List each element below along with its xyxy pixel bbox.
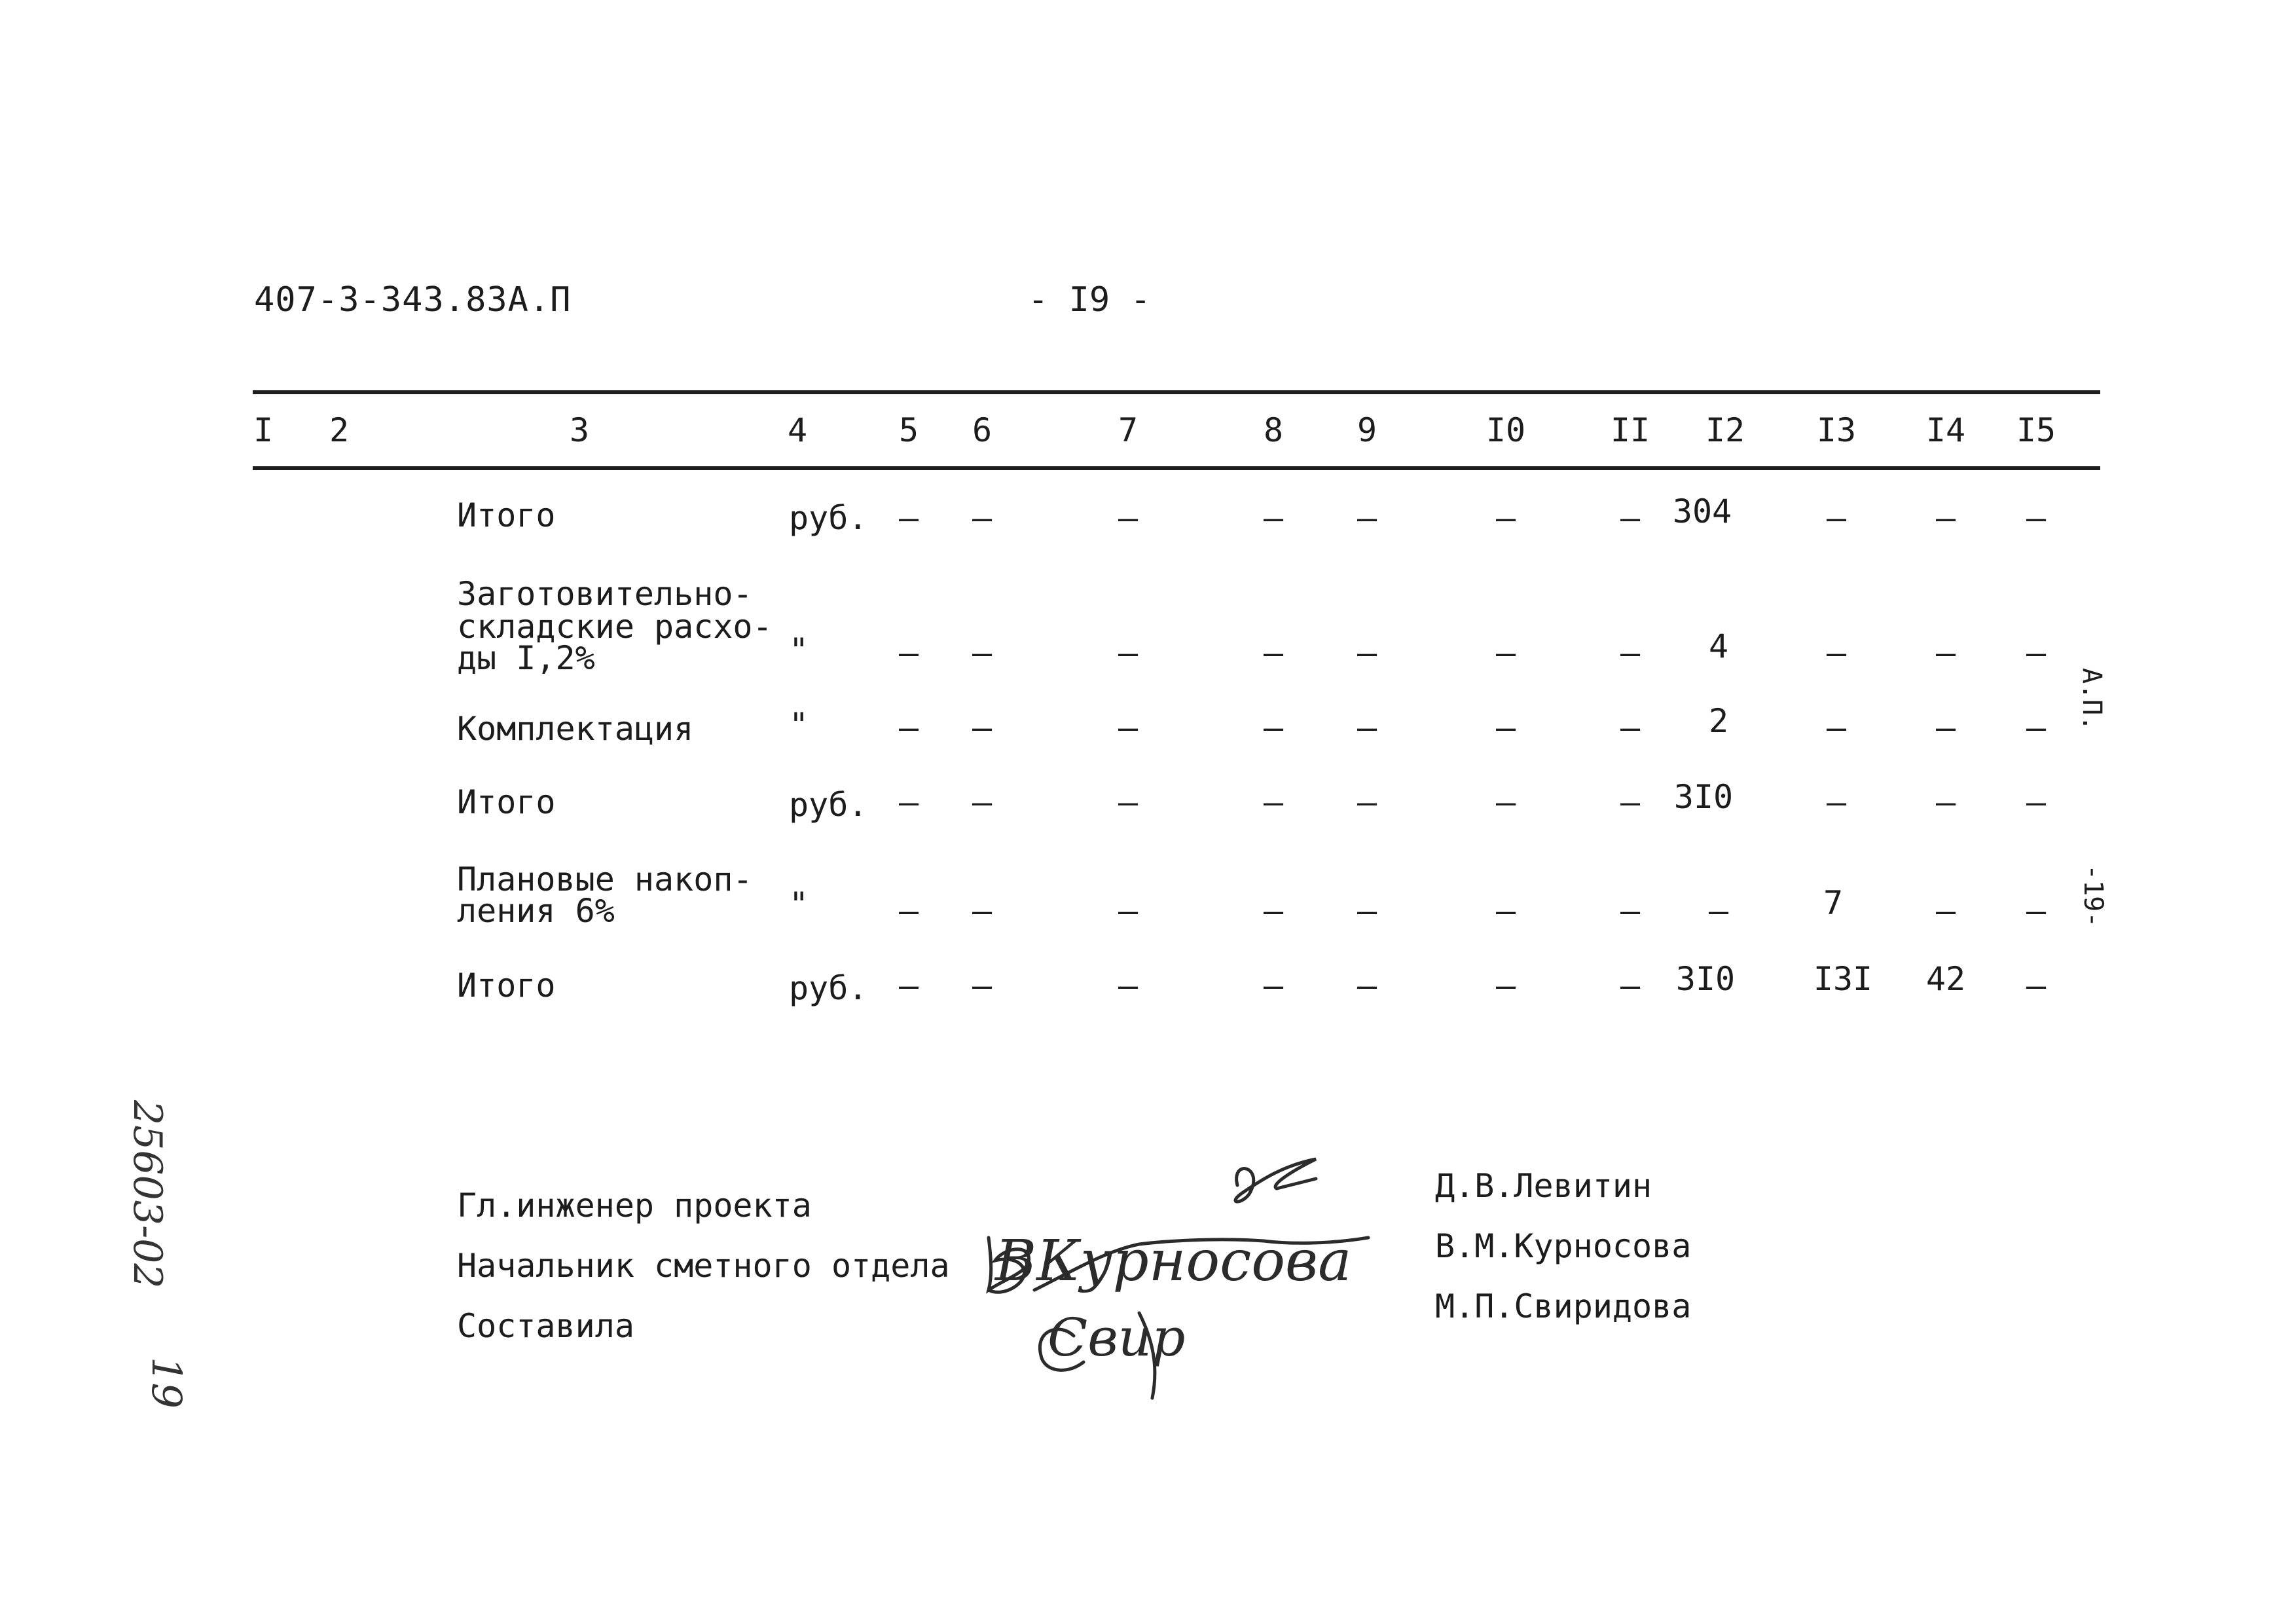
column-header-15: I5 bbox=[2016, 411, 2056, 449]
table-cell: – bbox=[972, 634, 993, 672]
row-unit: руб. bbox=[789, 499, 868, 537]
table-cell: – bbox=[2026, 634, 2047, 672]
column-header-6: 6 bbox=[972, 411, 993, 449]
table-cell: – bbox=[898, 634, 919, 672]
document-code: 407-3-343.83А.П bbox=[254, 280, 572, 320]
table-cell: – bbox=[1935, 709, 1956, 747]
handwritten-signatures-image bbox=[975, 1139, 1401, 1414]
table-cell: – bbox=[2026, 783, 2047, 821]
page-number: - I9 - bbox=[1028, 280, 1151, 320]
signature-role-compiled-by: Составила bbox=[457, 1307, 634, 1345]
table-cell: 304 bbox=[1672, 492, 1732, 530]
row-label: Итого bbox=[457, 783, 556, 821]
column-header-4: 4 bbox=[787, 411, 808, 449]
column-header-12: I2 bbox=[1705, 411, 1745, 449]
table-cell: – bbox=[1620, 892, 1641, 930]
column-header-11: II bbox=[1610, 411, 1650, 449]
table-header-rule bbox=[253, 466, 2100, 470]
table-cell: – bbox=[1357, 499, 1377, 537]
table-cell: 2 bbox=[1708, 702, 1729, 740]
row-label: Итого bbox=[457, 496, 556, 534]
row-label: Итого bbox=[457, 967, 556, 1005]
table-cell: – bbox=[1357, 634, 1377, 672]
column-header-2: 2 bbox=[329, 411, 350, 449]
row-label: ления 6% bbox=[457, 892, 615, 930]
handwritten-signature-kurnosova: ВКурносова bbox=[995, 1228, 1352, 1294]
table-cell: – bbox=[972, 967, 993, 1005]
margin-sheet-number: 19 bbox=[142, 1357, 191, 1409]
side-page-mark: -19- bbox=[2078, 864, 2108, 928]
table-cell: – bbox=[2026, 499, 2047, 537]
table-cell: – bbox=[1935, 634, 1956, 672]
table-cell: – bbox=[898, 783, 919, 821]
table-cell: – bbox=[1826, 783, 1847, 821]
table-cell: I3I bbox=[1813, 960, 1873, 998]
table-cell: – bbox=[1357, 709, 1377, 747]
table-cell: 3I0 bbox=[1673, 778, 1734, 816]
table-cell: – bbox=[1620, 967, 1641, 1005]
column-header-10: I0 bbox=[1485, 411, 1526, 449]
table-cell: – bbox=[898, 892, 919, 930]
table-cell: – bbox=[1826, 709, 1847, 747]
table-cell: – bbox=[1495, 709, 1516, 747]
table-cell: – bbox=[972, 709, 993, 747]
column-header-13: I3 bbox=[1816, 411, 1857, 449]
handwritten-signature-svir: Свир bbox=[1048, 1307, 1186, 1368]
table-cell: – bbox=[972, 892, 993, 930]
table-cell: – bbox=[1357, 967, 1377, 1005]
table-cell: – bbox=[1263, 783, 1284, 821]
table-cell: – bbox=[1620, 783, 1641, 821]
table-cell: – bbox=[1826, 634, 1847, 672]
table-cell: – bbox=[1357, 892, 1377, 930]
table-top-rule bbox=[253, 390, 2100, 394]
table-cell: – bbox=[1620, 499, 1641, 537]
side-section-mark: А.П. bbox=[2077, 668, 2107, 731]
row-unit: руб. bbox=[789, 969, 868, 1007]
column-header-1: I bbox=[253, 411, 274, 449]
row-label: Заготовительно- bbox=[457, 575, 753, 613]
table-cell: – bbox=[1495, 892, 1516, 930]
table-cell: – bbox=[1118, 634, 1139, 672]
signature-name-levitin: Д.В.Левитин bbox=[1435, 1167, 1652, 1205]
row-label: ды I,2% bbox=[457, 639, 595, 677]
signature-name-sviridova: М.П.Свиридова bbox=[1435, 1287, 1692, 1325]
table-cell: – bbox=[1495, 634, 1516, 672]
table-cell: – bbox=[1935, 499, 1956, 537]
table-cell: – bbox=[898, 967, 919, 1005]
column-header-5: 5 bbox=[898, 411, 919, 449]
table-cell: – bbox=[1495, 967, 1516, 1005]
column-header-3: 3 bbox=[569, 411, 590, 449]
table-cell: – bbox=[1495, 783, 1516, 821]
table-cell: – bbox=[1263, 709, 1284, 747]
table-cell: – bbox=[1935, 892, 1956, 930]
table-cell: 4 bbox=[1708, 627, 1729, 665]
table-cell: – bbox=[1263, 634, 1284, 672]
signature-name-kurnosova: В.М.Курносова bbox=[1435, 1227, 1692, 1265]
row-label: Плановые накоп- bbox=[457, 860, 753, 898]
table-cell: – bbox=[1935, 783, 1956, 821]
signature-role-head-estimates: Начальник сметного отдела bbox=[457, 1247, 950, 1285]
table-cell: 7 bbox=[1823, 884, 1844, 922]
margin-inventory-code: 25603-02 bbox=[124, 1100, 170, 1289]
row-unit: " bbox=[789, 631, 809, 669]
signature-role-chief-engineer: Гл.инженер проекта bbox=[457, 1187, 812, 1225]
table-cell: – bbox=[972, 783, 993, 821]
column-header-8: 8 bbox=[1263, 411, 1284, 449]
table-cell: – bbox=[972, 499, 993, 537]
table-cell: – bbox=[1118, 499, 1139, 537]
table-cell: – bbox=[2026, 709, 2047, 747]
table-cell: 42 bbox=[1925, 960, 1966, 998]
table-cell: – bbox=[2026, 892, 2047, 930]
table-cell: – bbox=[1826, 499, 1847, 537]
column-header-7: 7 bbox=[1118, 411, 1139, 449]
column-header-9: 9 bbox=[1357, 411, 1377, 449]
table-cell: – bbox=[1118, 783, 1139, 821]
table-cell: – bbox=[898, 499, 919, 537]
table-cell: – bbox=[1263, 892, 1284, 930]
row-label: складские расхо- bbox=[457, 608, 773, 646]
table-cell: – bbox=[2026, 967, 2047, 1005]
row-unit: " bbox=[789, 885, 809, 923]
table-cell: – bbox=[1357, 783, 1377, 821]
table-cell: – bbox=[1118, 967, 1139, 1005]
table-cell: – bbox=[1620, 634, 1641, 672]
table-cell: – bbox=[1263, 967, 1284, 1005]
table-cell: – bbox=[1263, 499, 1284, 537]
row-label: Комплектация bbox=[457, 710, 694, 748]
table-cell: – bbox=[1118, 892, 1139, 930]
row-unit: " bbox=[789, 706, 809, 744]
table-cell: – bbox=[1495, 499, 1516, 537]
table-cell: – bbox=[1620, 709, 1641, 747]
row-unit: руб. bbox=[789, 786, 868, 824]
table-cell: – bbox=[1118, 709, 1139, 747]
table-cell: 3I0 bbox=[1675, 960, 1736, 998]
table-cell: – bbox=[1708, 892, 1729, 930]
table-cell: – bbox=[898, 709, 919, 747]
column-header-14: I4 bbox=[1925, 411, 1966, 449]
